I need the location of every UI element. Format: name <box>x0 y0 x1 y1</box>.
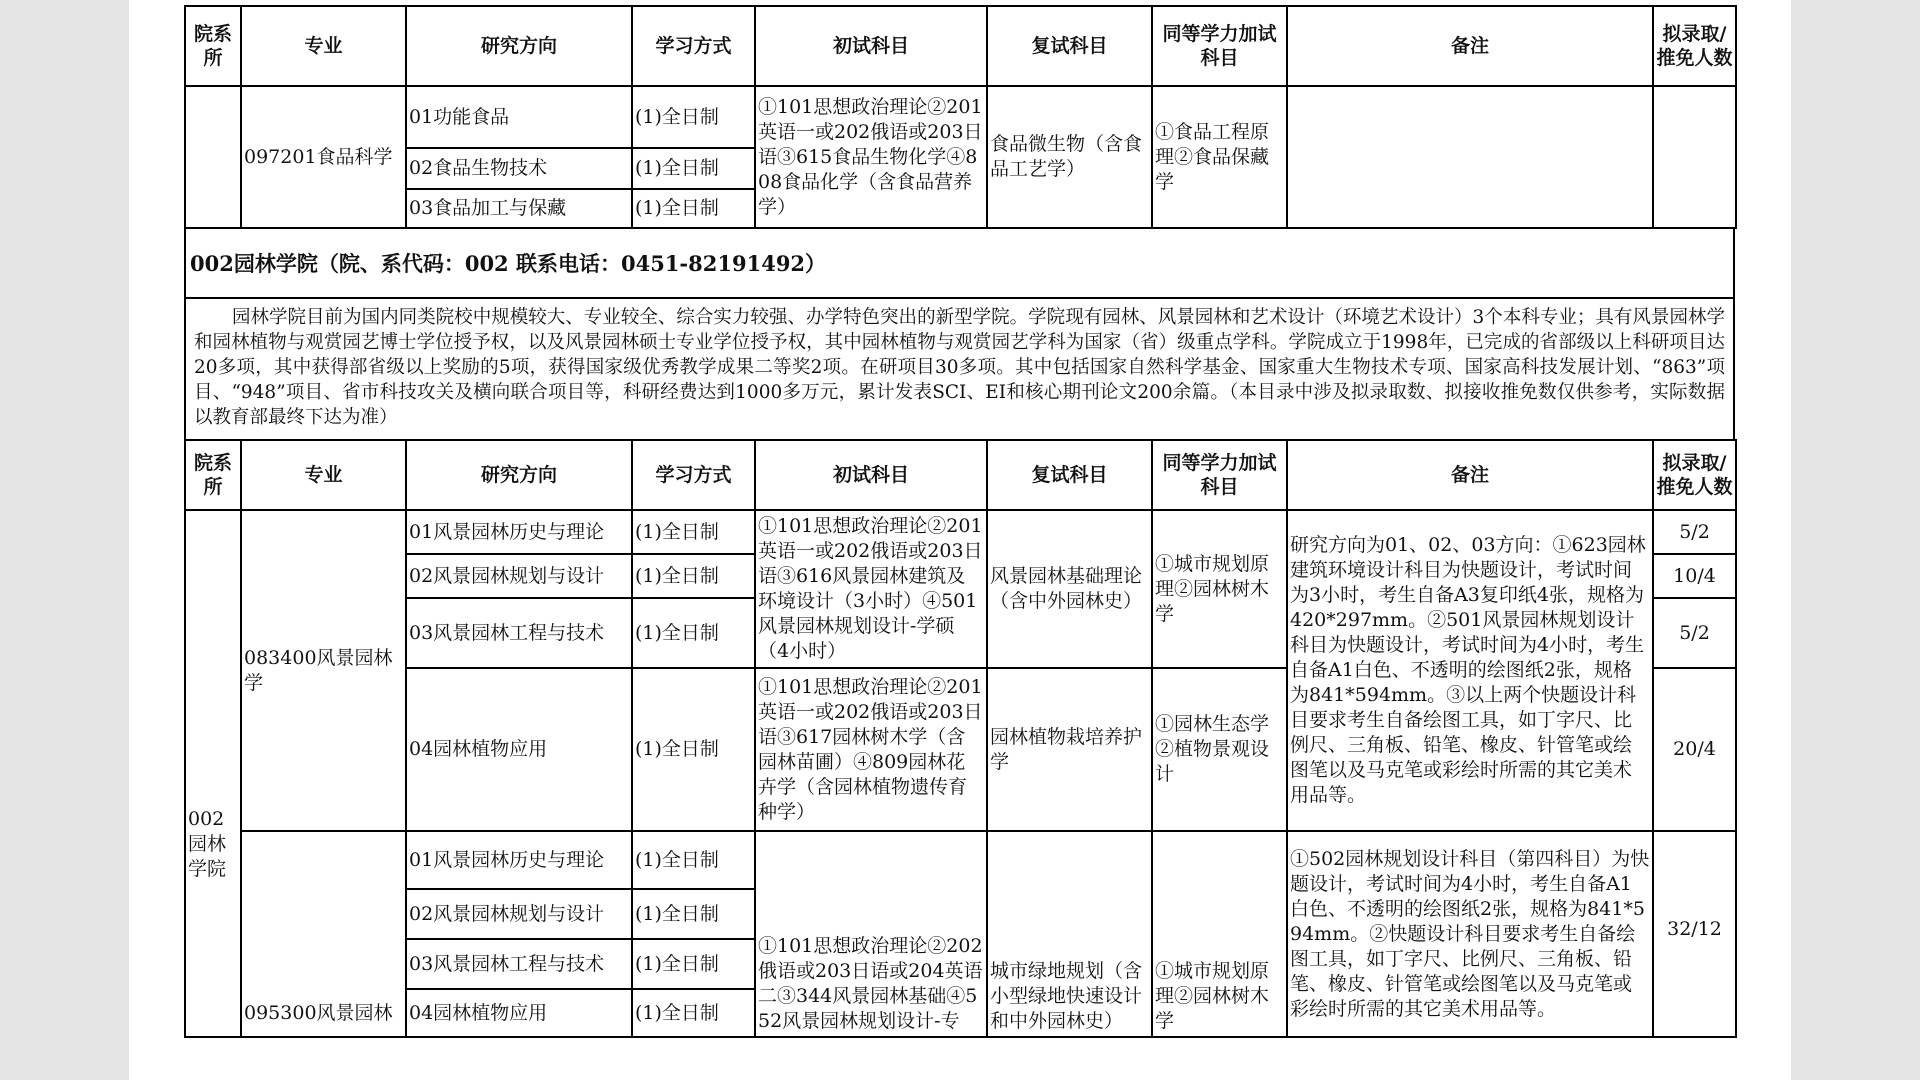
header-retest: 复试科目 <box>987 440 1152 510</box>
quota-cell: 20/4 <box>1653 668 1736 831</box>
exam-cell: ①101思想政治理论②201英语一或202俄语或203日语③617园林树木学（含园林苗圃）④809园林花卉学（含园林植物遗传育种学） <box>755 668 987 831</box>
extra-cell: ①城市规划原理②园林树木学 <box>1152 510 1287 668</box>
document-page <box>129 0 1791 1080</box>
table-row <box>185 86 1736 148</box>
exam-cell: ①101思想政治理论②202俄语或203日语或204英语二③344风景园林基础④552风景园林规划设计-专 <box>755 831 987 1037</box>
header-direction: 研究方向 <box>406 6 632 86</box>
quota-cell: 10/4 <box>1653 554 1736 598</box>
header-extra: 同等学力加试科目 <box>1152 6 1287 86</box>
extra-cell: ①城市规划原理②园林树木学 <box>1152 831 1287 1037</box>
mode-cell: (1)全日制 <box>632 510 755 554</box>
note-cell: 研究方向为01、02、03方向：①623园林建筑环境设计科目为快题设计，考试时间为3小时，考生自备A3复印纸4张，规格为420*297mm。②501风景园林规划设计科目为快题设计，考试时间为4小时，考生自备A1白色、不透明的绘图纸2张，规格为841*594mm。③以上两个快题设计科目要求考生自备绘图工具，如丁字尺、比例尺、三角板、铅笔、橡皮、针管笔或绘图笔以及马克笔或彩绘时所需的其它美术用品等。 <box>1287 510 1653 831</box>
direction-cell: 02风景园林规划与设计 <box>406 554 632 598</box>
major-cell: 083400风景园林学 <box>241 510 406 831</box>
quota-cell: 5/2 <box>1653 598 1736 668</box>
header-dept: 院系所 <box>185 6 241 86</box>
extra-cell: ①食品工程原理②食品保藏学 <box>1152 86 1287 228</box>
mode-cell: (1)全日制 <box>632 189 755 228</box>
quota-cell: 32/12 <box>1653 831 1736 1037</box>
header-major: 专业 <box>241 440 406 510</box>
extra-cell: ①园林生态学②植物景观设计 <box>1152 668 1287 831</box>
landscape-table <box>184 439 1737 1038</box>
header-retest: 复试科目 <box>987 6 1152 86</box>
quota-cell <box>1653 86 1736 228</box>
direction-cell: 04园林植物应用 <box>406 668 632 831</box>
mode-cell: (1)全日制 <box>632 554 755 598</box>
header-quota: 拟录取/推免人数 <box>1653 6 1736 86</box>
direction-cell: 03风景园林工程与技术 <box>406 939 632 989</box>
header-extra: 同等学力加试科目 <box>1152 440 1287 510</box>
note-cell <box>1287 86 1653 228</box>
header-exam: 初试科目 <box>755 6 987 86</box>
retest-cell: 园林植物栽培养护学 <box>987 668 1152 831</box>
header-mode: 学习方式 <box>632 6 755 86</box>
direction-cell: 04园林植物应用 <box>406 989 632 1037</box>
header-exam: 初试科目 <box>755 440 987 510</box>
table-row <box>185 510 1736 554</box>
section-title: 002园林学院（院、系代码：002 联系电话：0451-82191492） <box>184 229 1735 297</box>
major-cell: 095300风景园林 <box>241 831 406 1037</box>
mode-cell: (1)全日制 <box>632 668 755 831</box>
header-major: 专业 <box>241 6 406 86</box>
major-cell: 097201食品科学 <box>241 86 406 228</box>
mode-cell: (1)全日制 <box>632 598 755 668</box>
header-dept: 院系所 <box>185 440 241 510</box>
section-intro: 园林学院目前为国内同类院校中规模较大、专业较全、综合实力较强、办学特色突出的新型学院。学院现有园林、风景园林和艺术设计（环境艺术设计）3个本科专业；具有风景园林学和园林植物与观赏园艺博士学位授予权，以及风景园林硕士专业学位授予权，其中园林植物与观赏园艺学科为国家（省）级重点学科。学院成立于1998年，已完成的省部级以上科研项目达20多项，其中获得部省级以上奖励的5项，获得国家级优秀教学成果二等奖2项。在研项目30多项。其中包括国家自然科学基金、国家重大生物技术专项、国家高科技发展计划、“863”项目、“948”项目、省市科技攻关及横向联合项目等，科研经费达到1000多万元，累计发表SCI、EI和核心期刊论文200余篇。（本目录中涉及拟录取数、拟接收推免数仅供参考，实际数据以教育部最终下达为准） <box>184 297 1735 439</box>
direction-cell: 01功能食品 <box>406 86 632 148</box>
header-note: 备注 <box>1287 440 1653 510</box>
header-mode: 学习方式 <box>632 440 755 510</box>
direction-cell: 01风景园林历史与理论 <box>406 831 632 889</box>
mode-cell: (1)全日制 <box>632 939 755 989</box>
mode-cell: (1)全日制 <box>632 889 755 939</box>
retest-cell: 城市绿地规划（含小型绿地快速设计和中外园林史） <box>987 831 1152 1037</box>
mode-cell: (1)全日制 <box>632 86 755 148</box>
retest-cell: 风景园林基础理论（含中外园林史） <box>987 510 1152 668</box>
quota-cell: 5/2 <box>1653 510 1736 554</box>
mode-cell: (1)全日制 <box>632 989 755 1037</box>
table-row <box>185 831 1736 889</box>
exam-cell: ①101思想政治理论②201英语一或202俄语或203日语③615食品生物化学④808食品化学（含食品营养学） <box>755 86 987 228</box>
header-row <box>185 6 1736 86</box>
retest-cell: 食品微生物（含食品工艺学） <box>987 86 1152 228</box>
document-content <box>184 5 1735 1038</box>
food-science-table <box>184 5 1737 229</box>
header-row <box>185 440 1736 510</box>
dept-cell: 002园林学院 <box>185 510 241 1037</box>
note-cell: ①502园林规划设计科目（第四科目）为快题设计，考试时间为4小时，考生自备A1白色、不透明的绘图纸2张，规格为841*594mm。②快题设计科目要求考生自备绘图工具，如丁字尺、比例尺、三角板、铅笔、橡皮、针管笔或绘图笔以及马克笔或彩绘时所需的其它美术用品等。 <box>1287 831 1653 1037</box>
mode-cell: (1)全日制 <box>632 148 755 189</box>
mode-cell: (1)全日制 <box>632 831 755 889</box>
header-direction: 研究方向 <box>406 440 632 510</box>
direction-cell: 02食品生物技术 <box>406 148 632 189</box>
header-quota: 拟录取/推免人数 <box>1653 440 1736 510</box>
direction-cell: 03食品加工与保藏 <box>406 189 632 228</box>
exam-cell: ①101思想政治理论②201英语一或202俄语或203日语③616风景园林建筑及环境设计（3小时）④501风景园林规划设计-学硕（4小时） <box>755 510 987 668</box>
direction-cell: 03风景园林工程与技术 <box>406 598 632 668</box>
header-note: 备注 <box>1287 6 1653 86</box>
dept-cell <box>185 86 241 228</box>
direction-cell: 02风景园林规划与设计 <box>406 889 632 939</box>
direction-cell: 01风景园林历史与理论 <box>406 510 632 554</box>
